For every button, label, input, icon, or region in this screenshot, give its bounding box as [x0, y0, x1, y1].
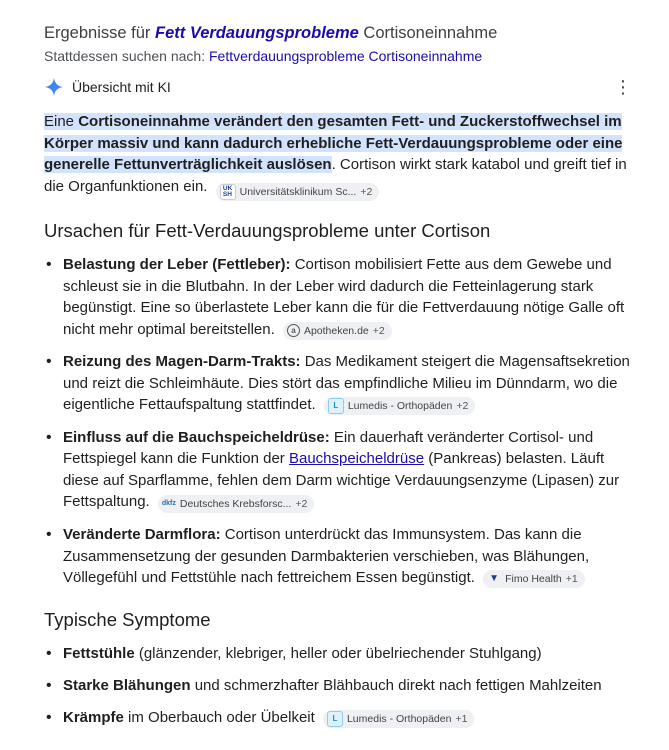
- item-bold: Veränderte Darmflora:: [63, 526, 221, 543]
- item-bold: Belastung der Leber (Fettleber):: [63, 256, 291, 273]
- fimo-logo-icon: ▼: [489, 573, 500, 584]
- results-heading: [44, 24, 497, 43]
- intro-rest: . Cortison wirkt stark katabol und greift tief in die Organfunktionen ein.: [44, 156, 627, 195]
- item-text: Cortison mobilisiert Fette aus dem Gewebe und schleust sie in die Blutbahn. In der Leber wird dadurch die Fetteinlagerung stark begünstigt. Eine so überlastete Leber kann die für die Fettverdauung nötige Galle oft nicht mehr optimal bereitstellen.: [63, 256, 625, 338]
- symptoms-list: [44, 643, 634, 739]
- source-chip-fimo[interactable]: [483, 570, 585, 588]
- item-bold: Starke Blähungen: [63, 677, 191, 694]
- source-chip-lumedis[interactable]: [323, 710, 474, 728]
- gemini-sparkle-icon: [44, 77, 64, 97]
- ai-overview-label: Übersicht mit KI: [72, 79, 171, 95]
- search-instead-link[interactable]: Fettverdauungsprobleme Cortisoneinnahme: [209, 48, 483, 64]
- source-chip-plus: +2: [456, 400, 469, 412]
- overview-intro: [44, 111, 634, 201]
- apotheken-logo-icon: a: [287, 324, 300, 337]
- item-text-a: Ein dauerhaft veränderter Cortisol- und Fettspiegel kann die Funktion der: [63, 428, 594, 467]
- source-chip-plus: +1: [565, 573, 578, 585]
- krebsforschung-logo-icon: dkfz: [161, 500, 176, 507]
- lumedis-logo-icon: L: [328, 398, 344, 414]
- list-item: [44, 675, 634, 697]
- source-chip-label: Lumedis - Orthopäden: [347, 400, 453, 412]
- source-chip-lumedis[interactable]: [324, 397, 475, 415]
- source-chip-label: Deutsches Krebsforsc...: [179, 498, 292, 510]
- source-chip-plus: +2: [360, 185, 373, 198]
- search-instead-label: Stattdessen suchen nach:: [44, 48, 206, 64]
- source-chip-plus: +2: [372, 324, 385, 337]
- results-prefix: Ergebnisse für: [44, 24, 151, 42]
- source-chip-label: Universitätsklinikum Sc...: [239, 185, 357, 198]
- section-heading-causes: Ursachen für Fett-Verdauungsprobleme unter Cortison: [44, 220, 491, 241]
- query-rest: Cortisoneinnahme: [363, 24, 498, 42]
- more-options-icon[interactable]: ⋮: [614, 76, 632, 97]
- item-text-b: (Pankreas) belasten. Läuft diese auf Sparflamme, fehlen dem Darm wichtige Verdauungsenzyme (Lipasen) zur Fettspaltung.: [63, 450, 620, 510]
- source-chip-label: Apotheken.de: [303, 324, 369, 337]
- ai-overview-header: [44, 76, 634, 98]
- pancreas-link[interactable]: Bauchspeicheldrüse: [288, 450, 425, 467]
- source-chip-label: Lumedis - Orthopäden: [346, 713, 452, 725]
- intro-highlight: Cortisoneinnahme verändert den gesamten Fett- und Zuckerstoffwechsel im Körper massiv und kann dadurch erhebliche Fett-Verdauungsprobleme oder eine generelle Fettunverträglichkeit auslösen: [44, 113, 623, 173]
- list-item: [44, 707, 634, 729]
- source-chip-plus: +2: [295, 498, 308, 510]
- item-text: im Oberbauch oder Übelkeit: [123, 709, 315, 726]
- causes-list: [44, 254, 634, 600]
- item-text: (glänzender, klebriger, heller oder übelriechender Stuhlgang): [134, 645, 542, 662]
- item-bold: Einfluss auf die Bauchspeicheldrüse:: [63, 428, 330, 446]
- source-chip-uksh[interactable]: [216, 183, 380, 201]
- item-bold: Krämpfe: [63, 709, 124, 726]
- item-bold: Fettstühle: [63, 645, 135, 662]
- source-chip-label: Fimo Health: [505, 573, 562, 585]
- source-chip-apotheken[interactable]: [283, 322, 392, 340]
- list-item: [44, 524, 634, 589]
- list-item: [44, 351, 634, 416]
- list-item: [44, 254, 634, 340]
- source-chip-krebsforschung[interactable]: [158, 495, 314, 513]
- list-item: [44, 427, 634, 514]
- uksh-logo-icon: UK SH: [220, 184, 236, 200]
- item-text: Das Medikament steigert die Magensaftsekretion und reizt die Schleimhäute. Dies stört das empfindliche Milieu im Dünndarm, wo die eigentliche Fettaufspaltung stattfindet.: [63, 353, 630, 413]
- lumedis-logo-icon: L: [327, 711, 343, 727]
- item-bold: Reizung des Magen-Darm-Trakts:: [63, 353, 301, 370]
- section-heading-symptoms: Typische Symptome: [44, 609, 211, 630]
- query-italic[interactable]: Fett Verdauungsprobleme: [154, 24, 359, 42]
- source-chip-plus: +1: [455, 713, 468, 725]
- intro-highlight-lead: Eine: [44, 113, 79, 130]
- item-text: Cortison unterdrückt das Immunsystem. Das kann die Zusammensetzung der gesunden Darmbakterien verschieben, was Blähungen, Völlegefühl und Fettstühle nach fettreichem Essen begünstigt.: [63, 526, 590, 586]
- item-text: und schmerzhafter Blähbauch direkt nach fettigen Mahlzeiten: [190, 677, 602, 694]
- search-instead: [44, 48, 482, 64]
- list-item: [44, 643, 634, 665]
